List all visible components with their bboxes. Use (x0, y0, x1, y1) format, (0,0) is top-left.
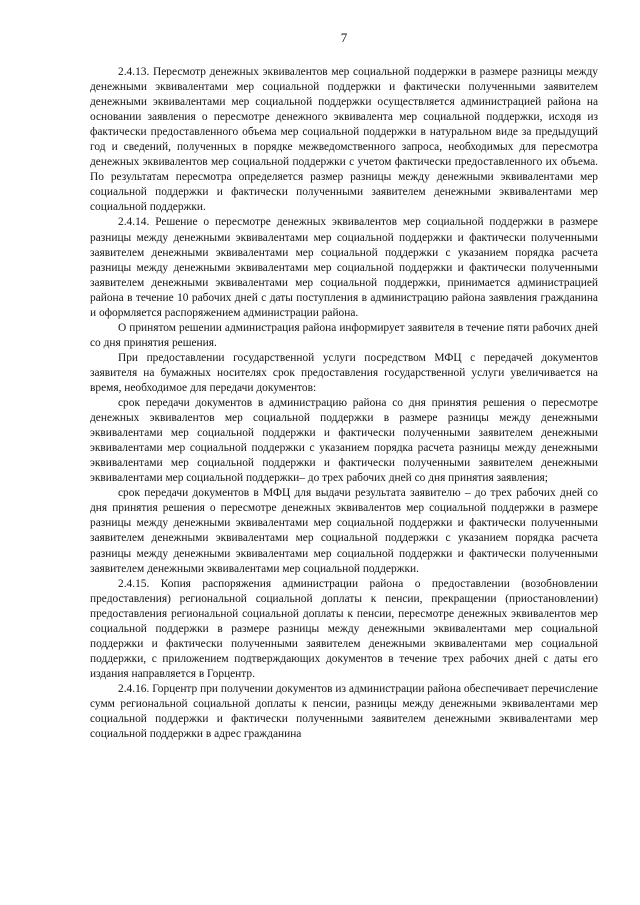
paragraph-2-4-14: 2.4.14. Решение о пересмотре денежных эквивалентов мер социальной поддержки в размере разницы между денежными эквивалентами мер социальной поддержки и фактически полученными заявителем денежными эквивалентами мер социальной поддержки с указанием порядка расчета разницы между денежными эквивалентами мер социальной поддержки и фактически полученными заявителем денежными эквивалентами мер социальной поддержки, принимается администрацией района в течение 10 рабочих дней с даты поступления в администрацию района заявления гражданина и оформляется распоряжением администрации района. (90, 216, 598, 319)
page-number: 7 (340, 30, 348, 45)
paragraph-transfer-to-administration: срок передачи документов в администрацию района со дня принятия решения о пересмотре денежных эквивалентов мер социальной поддержки в размере разницы между денежными эквивалентами мер социальной поддержки и фактически полученными заявителем денежными эквивалентами мер социальной поддержки с указанием порядка расчета разницы между денежными эквивалентами мер социальной поддержки и фактически полученными заявителем денежными эквивалентами мер социальной поддержки– до трех рабочих дней со дня принятия заявления; (90, 397, 598, 485)
paragraph-2-4-15: 2.4.15. Копия распоряжения администрации района о предоставлении (возобновлении предоставления) региональной социальной доплаты к пенсии, прекращении (приостановлении) предоставления региональной социальной доплаты к пенсии, пересмотре денежных эквивалентов мер социальной поддержки в размере разницы между денежными эквивалентами мер социальной поддержки и фактически полученными заявителем денежными эквивалентами мер социальной поддержки, с приложением подтверждающих документов в течение трех рабочих дней с даты его издания направляется в Горцентр. (90, 577, 598, 680)
paragraph-decision-notice: О принятом решении администрация района информирует заявителя в течение пяти рабочих дней со дня принятия решения. (90, 321, 598, 349)
paragraph-transfer-to-mfc: срок передачи документов в МФЦ для выдачи результата заявителю – до трех рабочих дней со дня принятия решения о пересмотре денежных эквивалентов мер социальной поддержки в размере разницы между денежными эквивалентами мер социальной поддержки и фактически полученными заявителем денежными эквивалентами мер социальной поддержки с указанием порядка расчета разницы между денежными эквивалентами мер социальной поддержки и фактически полученными заявителем денежными эквивалентами мер социальной поддержки. (90, 487, 598, 575)
paragraph-mfc-intro: При предоставлении государственной услуги посредством МФЦ с передачей документов заявителя на бумажных носителях срок предоставления государственной услуги увеличивается на время, необходимое для передачи документов: (90, 351, 598, 394)
document-page (90, 30, 598, 742)
paragraph-2-4-13: 2.4.13. Пересмотр денежных эквивалентов мер социальной поддержки в размере разницы между денежными эквивалентами мер социальной поддержки и фактически полученными заявителем денежными эквивалентами мер социальной поддержки осуществляется администрацией района на основании заявления о пересмотре денежного эквивалента мер социальной поддержки, исходя из фактически предоставленного объема мер социальной поддержки в натуральном виде за предыдущий год и сведений, полученных в порядке межведомственного запроса, необходимых для пересмотра денежных эквивалентов мер социальной поддержки с учетом фактически предоставленного их объема. По результатам пересмотра определяется размер разницы между денежными эквивалентами мер социальной поддержки и фактически полученными заявителем денежными эквивалентами мер социальной поддержки. (90, 66, 598, 214)
paragraph-2-4-16: 2.4.16. Горцентр при получении документов из администрации района обеспечивает перечисление сумм региональной социальной доплаты к пенсии, разницы между денежными эквивалентами мер социальной поддержки и фактически полученными заявителем денежными эквивалентами мер социальной поддержки в адрес гражданина (90, 682, 598, 741)
